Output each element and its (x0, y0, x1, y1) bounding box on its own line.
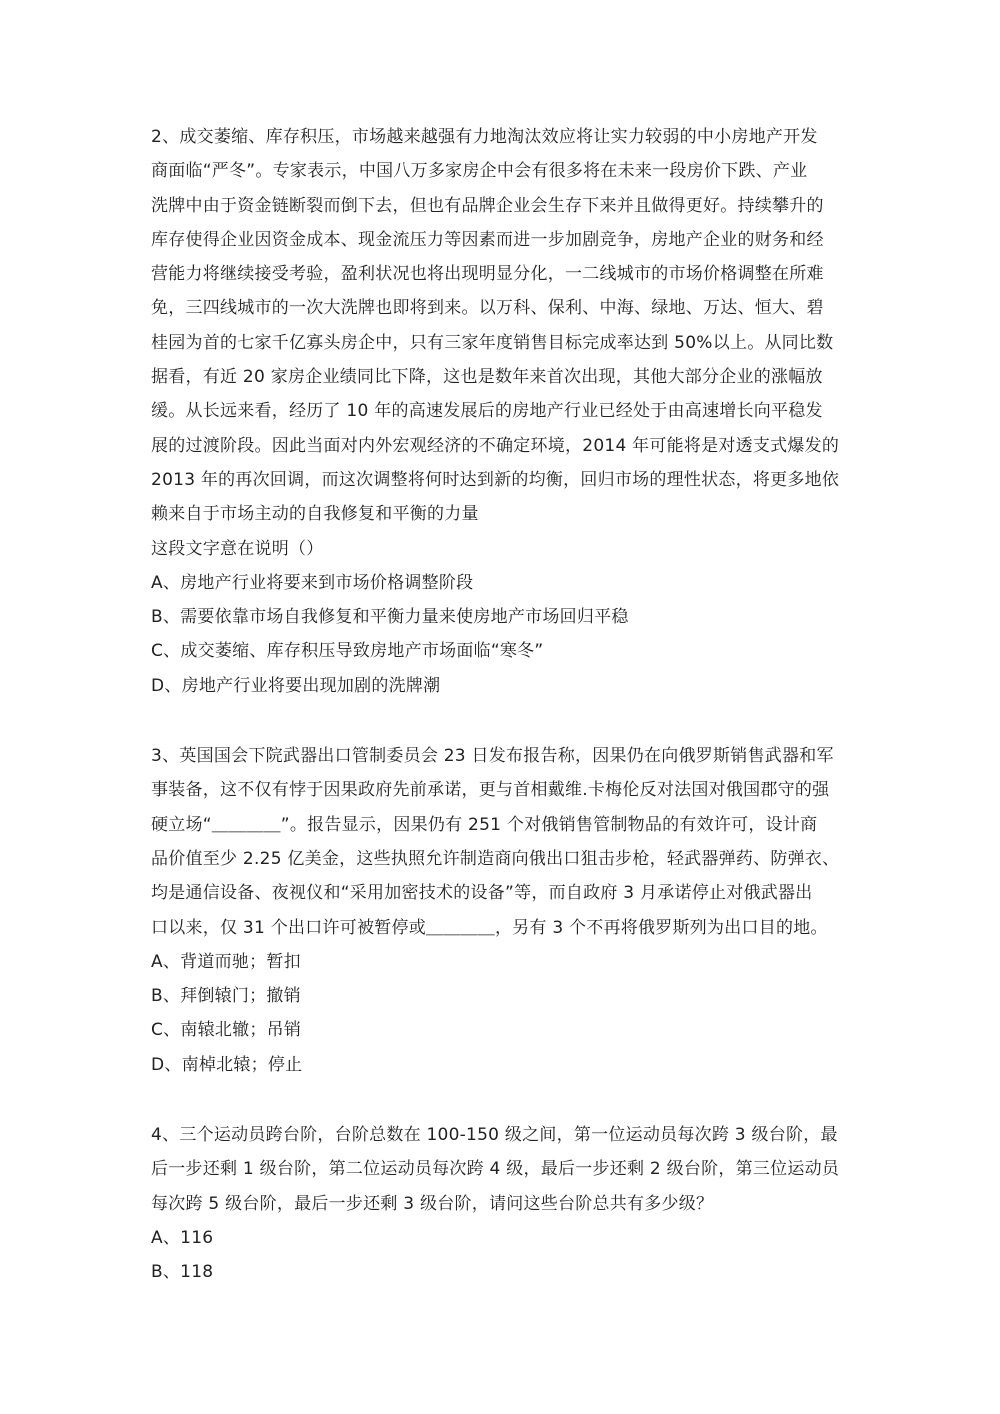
question-stem-line: 3、英国国会下院武器出口管制委员会 23 日发布报告称，因果仍在向俄罗斯销售武器和军 (151, 746, 834, 767)
option-b: B、需要依靠市场自我修复和平衡力量来使房地产市场回归平稳 (151, 607, 629, 628)
question-stem-line: 4、三个运动员跨台阶，台阶总数在 100-150 级之间，第一位运动员每次跨 3 级台阶，最 (151, 1125, 838, 1146)
document-page (151, 120, 851, 1290)
question-stem-line: 据看，有近 20 家房企业绩同比下降，这也是数年来首次出现，其他大部分企业的涨幅放 (151, 367, 823, 388)
question-stem-line: 免，三四线城市的一次大洗牌也即将到来。以万科、保利、中海、绿地、万达、恒大、碧 (151, 298, 824, 319)
question-stem-line: 营能力将继续接受考验，盈利状况也将出现明显分化，一二线城市的市场价格调整在所难 (151, 264, 824, 285)
option-d: D、南棹北辕；停止 (151, 1054, 303, 1075)
question-2 (151, 120, 851, 703)
question-stem-line: 洗牌中由于资金链断裂而倒下去，但也有品牌企业会生存下来并且做得更好。持续攀升的 (151, 195, 824, 216)
question-spacer (151, 1082, 851, 1118)
question-spacer (151, 703, 851, 739)
question-3 (151, 739, 851, 1082)
option-b: B、拜倒辕门；撤销 (151, 986, 301, 1007)
option-c: C、南辕北辙；吊销 (151, 1020, 302, 1041)
option-a: A、背道而驰；暂扣 (151, 951, 301, 972)
option-b: B、118 (151, 1262, 214, 1283)
question-stem-line: 商面临“严冬”。专家表示，中国八万多家房企中会有很多将在未来一段房价下跌、产业 (151, 161, 808, 182)
option-c: C、成交萎缩、库存积压导致房地产市场面临“寒冬” (151, 641, 544, 662)
question-stem-line: 2013 年的再次回调，而这次调整将何时达到新的均衡，回归市场的理性状态，将更多地依 (151, 469, 840, 490)
option-a: A、116 (151, 1227, 214, 1248)
question-stem-line: 后一步还剩 1 级台阶，第二位运动员每次跨 4 级，最后一步还剩 2 级台阶，第三位运动员 (151, 1159, 840, 1180)
question-stem-line: 硬立场“＿＿＿＿”。报告显示，因果仍有 251 个对俄销售管制物品的有效许可，设计商 (151, 814, 818, 835)
question-stem-line: 品价值至少 2.25 亿美金，这些执照允许制造商向俄出口狙击步枪，轻武器弹药、防弹衣、 (151, 848, 840, 869)
question-stem-line: 口以来，仅 31 个出口许可被暂停或＿＿＿＿，另有 3 个不再将俄罗斯列为出口目的地。 (151, 917, 828, 938)
question-4 (151, 1118, 851, 1289)
question-stem-line: 事装备，这不仅有悖于因果政府先前承诺，更与首相戴维.卡梅伦反对法国对俄国郡守的强 (151, 780, 830, 801)
question-stem-line: 缓。从长远来看，经历了 10 年的高速发展后的房地产行业已经处于由高速增长向平稳发 (151, 401, 823, 422)
question-stem-line: 桂园为首的七家千亿寡头房企中，只有三家年度销售目标完成率达到 50%以上。从同比数 (151, 332, 834, 353)
question-stem-line: 均是通信设备、夜视仪和“采用加密技术的设备”等，而自政府 3 月承诺停止对俄武器出 (151, 883, 813, 904)
question-stem-line: 库存使得企业因资金成本、现金流压力等因素而进一步加剧竞争，房地产企业的财务和经 (151, 229, 824, 250)
option-d: D、房地产行业将要出现加剧的洗牌潮 (151, 675, 441, 696)
question-prompt: 这段文字意在说明（） (151, 538, 324, 559)
question-stem-line: 2、成交萎缩、库存积压，市场越来越强有力地淘汰效应将让实力较弱的中小房地产开发 (151, 127, 818, 147)
question-stem-line: 每次跨 5 级台阶，最后一步还剩 3 级台阶，请问这些台阶总共有多少级？ (151, 1193, 714, 1214)
question-stem-line: 赖来自于市场主动的自我修复和平衡的力量 (151, 504, 479, 525)
question-stem-line: 展的过渡阶段。因此当面对内外宏观经济的不确定环境，2014 年可能将是对透支式爆发的 (151, 435, 840, 456)
option-a: A、房地产行业将要来到市场价格调整阶段 (151, 572, 474, 593)
